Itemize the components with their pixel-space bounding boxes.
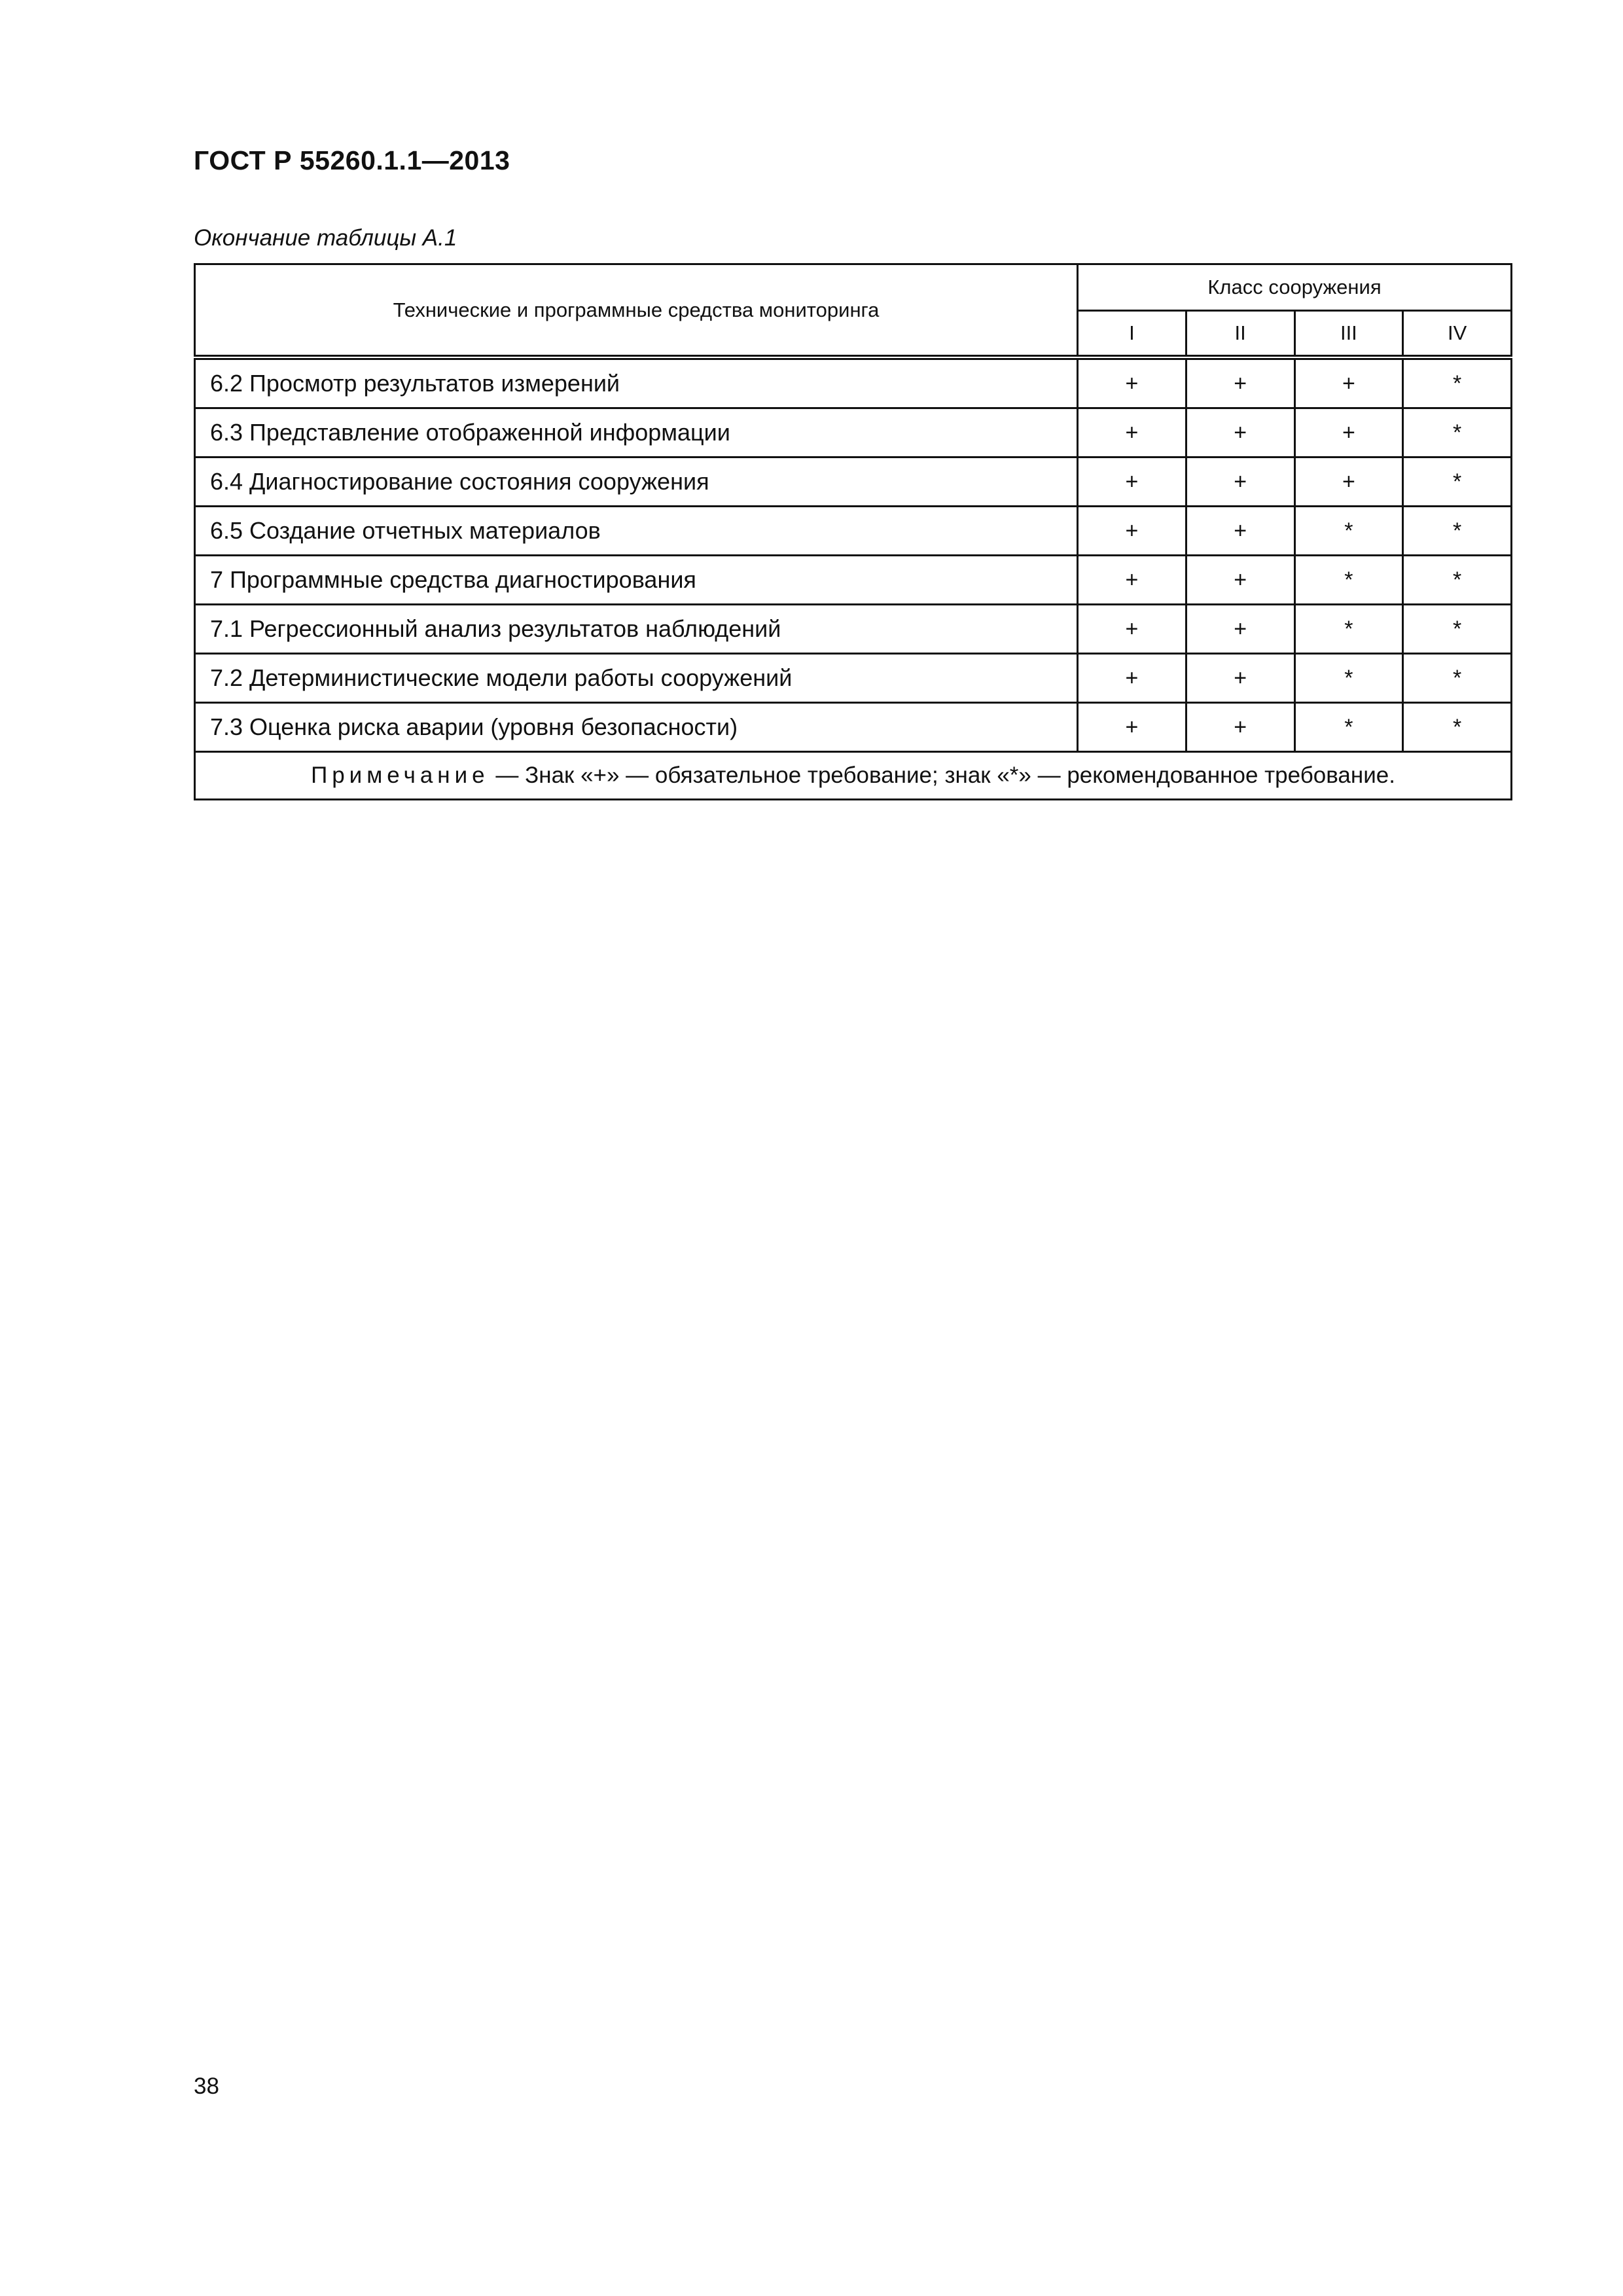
row-name: 6.5 Создание отчетных материалов — [195, 507, 1078, 556]
mark-cell: + — [1294, 408, 1403, 457]
mark-cell: * — [1403, 408, 1512, 457]
note-label: Примечание — [311, 762, 490, 788]
note-text: — Знак «+» — обязательное требование; знак «*» — рекомендованное требование. — [489, 762, 1395, 788]
table-row — [195, 703, 1512, 752]
mark-cell: + — [1186, 605, 1294, 654]
table-row — [195, 408, 1512, 457]
mark-cell: * — [1403, 654, 1512, 703]
mark-cell: * — [1403, 507, 1512, 556]
mark-cell: + — [1078, 654, 1186, 703]
mark-cell: + — [1186, 457, 1294, 507]
row-name: 6.2 Просмотр результатов измерений — [195, 357, 1078, 408]
mark-cell: * — [1294, 703, 1403, 752]
mark-cell: + — [1078, 408, 1186, 457]
mark-cell: * — [1403, 605, 1512, 654]
mark-cell: + — [1078, 457, 1186, 507]
mark-cell: + — [1186, 556, 1294, 605]
mark-cell: + — [1078, 507, 1186, 556]
mark-cell: * — [1403, 556, 1512, 605]
column-header-class-4: IV — [1403, 311, 1512, 358]
mark-cell: + — [1294, 357, 1403, 408]
mark-cell: * — [1294, 605, 1403, 654]
row-name: 7.3 Оценка риска аварии (уровня безопасности) — [195, 703, 1078, 752]
mark-cell: + — [1294, 457, 1403, 507]
mark-cell: + — [1186, 408, 1294, 457]
table-caption: Окончание таблицы А.1 — [194, 225, 457, 251]
mark-cell: * — [1294, 556, 1403, 605]
table-row — [195, 507, 1512, 556]
page-number: 38 — [194, 2073, 219, 2099]
table-row — [195, 605, 1512, 654]
mark-cell: + — [1078, 357, 1186, 408]
mark-cell: + — [1186, 507, 1294, 556]
mark-cell: + — [1186, 703, 1294, 752]
column-header-class-2: II — [1186, 311, 1294, 358]
mark-cell: + — [1186, 357, 1294, 408]
table-note — [195, 752, 1512, 800]
mark-cell: + — [1078, 605, 1186, 654]
table-row — [195, 457, 1512, 507]
mark-cell: * — [1403, 357, 1512, 408]
column-header-class-group: Класс сооружения — [1078, 264, 1512, 311]
requirements-table — [194, 263, 1512, 800]
mark-cell: + — [1186, 654, 1294, 703]
row-name: 7.1 Регрессионный анализ результатов наблюдений — [195, 605, 1078, 654]
mark-cell: + — [1078, 703, 1186, 752]
mark-cell: * — [1294, 507, 1403, 556]
column-header-class-1: I — [1078, 311, 1186, 358]
document-header: ГОСТ Р 55260.1.1—2013 — [194, 145, 510, 175]
column-header-class-3: III — [1294, 311, 1403, 358]
table-row — [195, 556, 1512, 605]
mark-cell: + — [1078, 556, 1186, 605]
row-name: 6.4 Диагностирование состояния сооружения — [195, 457, 1078, 507]
mark-cell: * — [1403, 457, 1512, 507]
row-name: 7.2 Детерминистические модели работы сооружений — [195, 654, 1078, 703]
table-row — [195, 654, 1512, 703]
table-row — [195, 357, 1512, 408]
table-note-row — [195, 752, 1512, 800]
row-name: 7 Программные средства диагностирования — [195, 556, 1078, 605]
mark-cell: * — [1403, 703, 1512, 752]
row-name: 6.3 Представление отображенной информации — [195, 408, 1078, 457]
mark-cell: * — [1294, 654, 1403, 703]
column-header-means: Технические и программные средства мониторинга — [195, 264, 1078, 358]
